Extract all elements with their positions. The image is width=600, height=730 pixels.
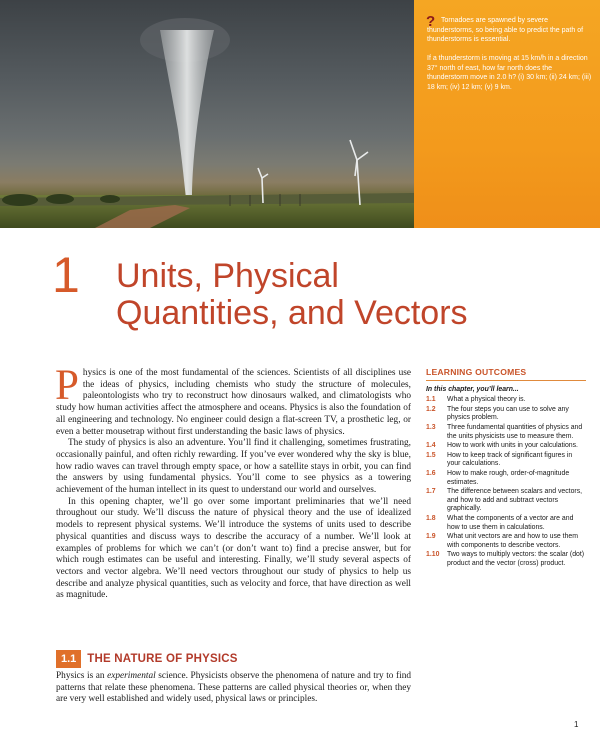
section-text-emphasis: experimental (107, 671, 156, 681)
outcome-item (426, 442, 586, 451)
outcome-text: The four steps you can use to solve any physics problem. (447, 405, 569, 422)
learning-outcomes-divider (426, 380, 586, 381)
chapter-title-line-1: Units, Physical (116, 257, 339, 295)
outcome-item (426, 452, 586, 469)
question-mark-icon: ? (426, 13, 436, 30)
learning-outcomes-subheading: In this chapter, you’ll learn... (426, 385, 519, 393)
intro-paragraph-3: In this opening chapter, we’ll go over some important preliminaries that we’ll need throughout our study. We’ll discuss the nature of physical theory and the use of idealized models to represent physical systems. We’ll introduce the systems of units used to describe physical quantities and discuss ways to describe the accuracy of a number. We’ll look at examples of problems for which we can’t (or don’t want to) find a precise answer, but for which rough estimates can be useful and interesting. Finally, we’ll study several aspects of vectors and vector algebra. We’ll need vectors throughout our study of physics to help us describe and analyze physical quantities, such as velocity and force, that have direction as well as magnitude. (56, 496, 411, 601)
chapter-intro (55, 362, 411, 602)
outcome-number: 1.3 (426, 423, 436, 431)
intro-paragraph-2: The study of physics is also an adventure. You’ll find it challenging, sometimes frustrating, occasionally painful, and often richly rewarding. If you’ve ever wondered why the sky is blue, how radio waves can travel through empty space, or how a satellite stays in orbit, you can find the answers by using fundamental physics. You’ll come to see physics as a towering achievement of the human intellect in its quest to understand our world and ourselves. (56, 438, 411, 496)
section-heading (56, 650, 238, 668)
intro-paragraph-1-text: hysics is one of the most fundamental of the sciences. Scientists of all disciplines use the ideas of physics, including chemists who study the structure of molecules, paleontologists who try to reconstruct how dinosaurs walked, and climatologists who study how human activities affect the atmosphere and oceans. Physics is also the foundation of all engineering and technology. No engineer could design a flat-screen TV, a prosthetic leg, or even a better mousetrap without first understanding the basic laws of physics. (56, 368, 411, 437)
learning-outcomes-heading: LEARNING OUTCOMES (426, 367, 527, 377)
outcome-text: What unit vectors are and how to use them with components to describe vectors. (447, 533, 578, 549)
caption-lead-text: Tornadoes are spawned by severe thunderstorms, so being able to predict the path of thunderstorms is essential. (427, 17, 584, 44)
outcome-item (426, 406, 586, 423)
outcome-number: 1.9 (426, 533, 436, 541)
section-paragraph (56, 671, 411, 706)
outcome-number: 1.6 (426, 469, 436, 477)
outcome-number: 1.4 (426, 442, 436, 450)
tornado-photo (0, 0, 414, 228)
outcome-text: How to work with units in your calculations. (447, 442, 578, 450)
outcome-number: 1.7 (426, 488, 436, 496)
caption-question-text: If a thunderstorm is moving at 15 km/h in a direction 37° north of east, how far north does the thunderstorm move in 2.0 h? (i) 30 km; (ii) 24 km; (iii) 18 km; (iv) 12 km; (v) 9 km. (427, 55, 592, 91)
drop-cap: P (55, 362, 79, 409)
outcome-item (426, 396, 586, 405)
section-text-b: science. Physicists observe the phenomena of nature and try to find patterns that relate these phenomena. These patterns are called physical theories or, when they are very well established and widely used, physical laws or principles. (56, 671, 411, 705)
page-number: 1 (574, 720, 579, 729)
outcome-number: 1.2 (426, 405, 436, 413)
outcome-number: 1.10 (426, 551, 440, 559)
outcome-item (426, 470, 586, 487)
outcome-text: The difference between scalars and vectors, and how to add and subtract vectors graphically. (447, 488, 583, 513)
outcome-number: 1.8 (426, 514, 436, 522)
outcome-item (426, 533, 586, 550)
outcome-number: 1.5 (426, 451, 436, 459)
learning-outcomes (426, 368, 586, 569)
outcome-text: How to keep track of significant figures in your calculations. (447, 451, 573, 468)
outcome-text: How to make rough, order-of-magnitude estimates. (447, 469, 570, 486)
chapter-title-line-2: Quantities, and Vectors (116, 294, 468, 332)
section-number-badge: 1.1 (56, 650, 81, 668)
outcome-text: What a physical theory is. (447, 396, 526, 404)
outcome-text: What the components of a vector are and how to use them in calculations. (447, 514, 574, 531)
outcome-text: Two ways to multiply vectors: the scalar (dot) product and the vector (cross) product. (447, 551, 585, 567)
outcome-number: 1.1 (426, 396, 436, 404)
chapter-number: 1 (52, 247, 80, 303)
caption-panel-extension (414, 148, 600, 228)
outcome-text: Three fundamental quantities of physics and the units physicists use to measure them. (447, 423, 583, 440)
section-title: THE NATURE OF PHYSICS (87, 653, 238, 665)
chapter-title (116, 258, 536, 332)
intro-paragraph-1 (55, 362, 411, 438)
photo-caption-panel (414, 0, 600, 148)
tornado-scene-illustration (0, 0, 414, 228)
outcome-item (426, 515, 586, 532)
section-text-a: Physics is an (56, 671, 108, 681)
outcome-item (426, 488, 586, 514)
outcome-item (426, 424, 586, 441)
outcome-item (426, 551, 586, 568)
